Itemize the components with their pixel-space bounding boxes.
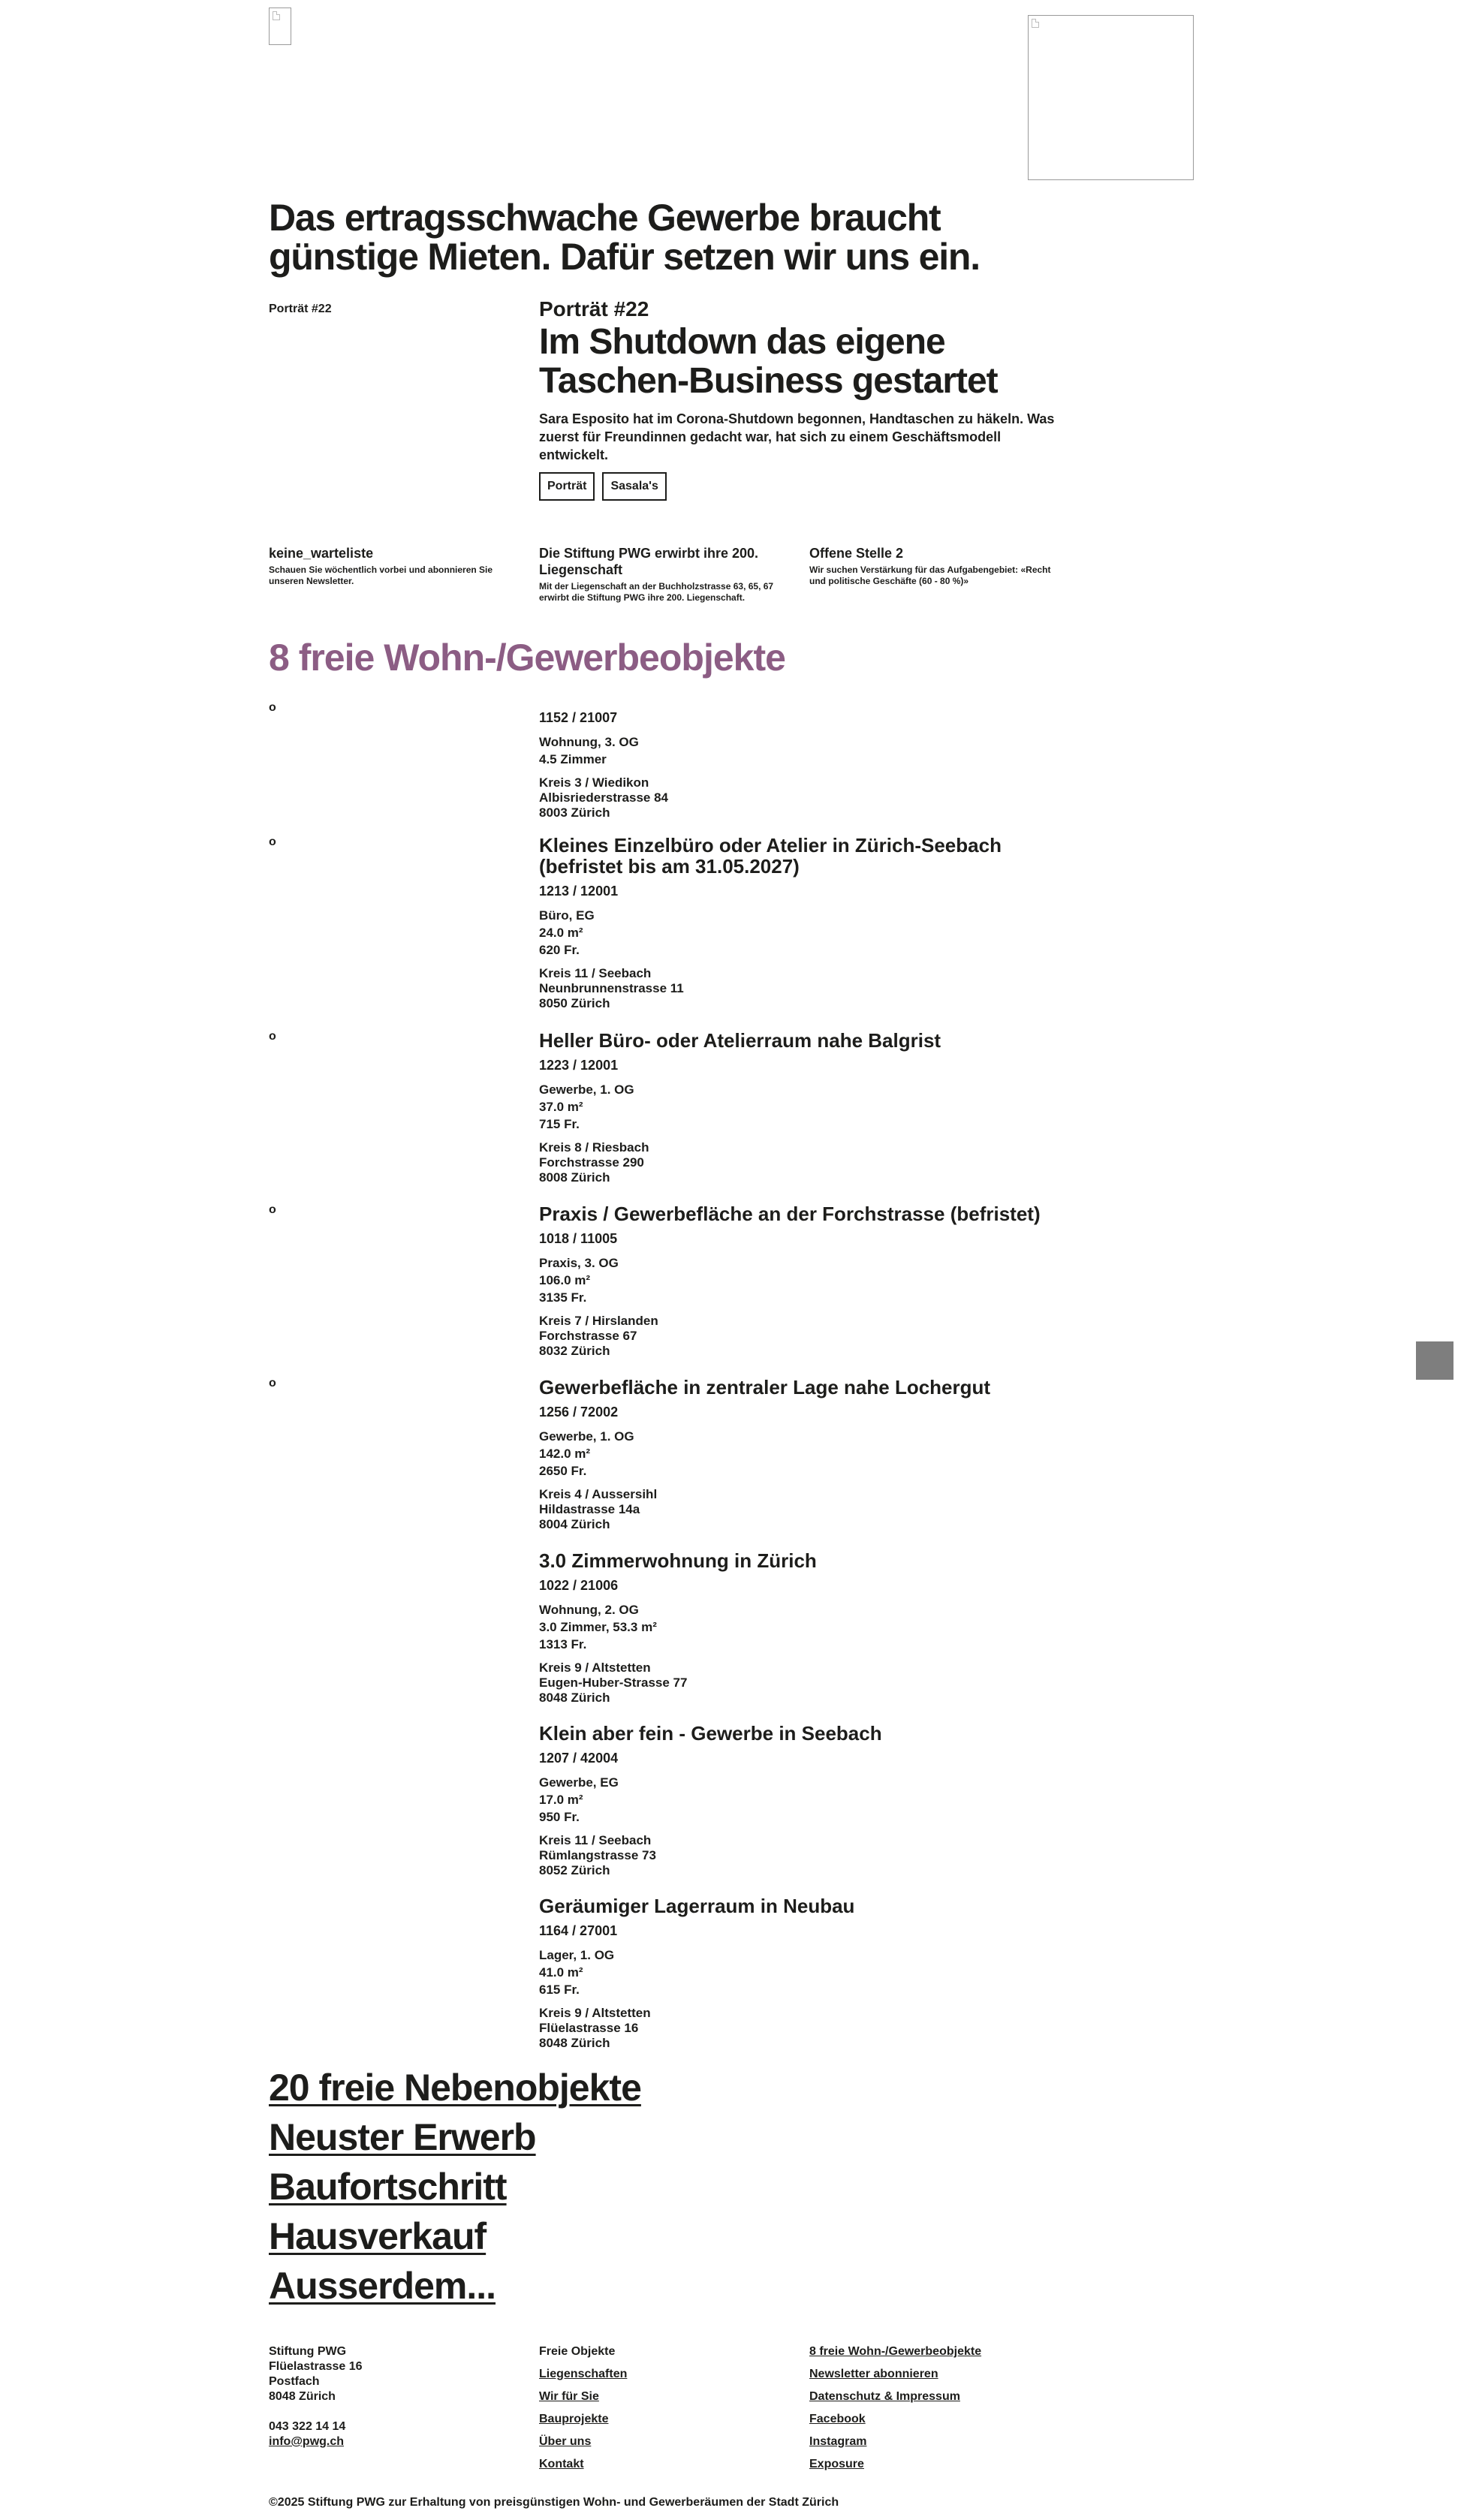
footer-nav: [539, 2341, 627, 2476]
listing-price: 620 Fr.: [539, 943, 580, 957]
listing-type: Praxis, 3. OG: [539, 1256, 619, 1270]
listing-type: Lager, 1. OG: [539, 1948, 615, 1962]
listing-size: 142.0 m²: [539, 1447, 591, 1461]
listing-title[interactable]: Heller Büro- oder Atelierraum nahe Balgrist: [539, 1029, 941, 1052]
listing-address: [539, 775, 1065, 820]
listing-ref: 1213 / 12001: [539, 884, 619, 899]
listing-ref: 1223 / 12001: [539, 1058, 619, 1073]
listing-street: Forchstrasse 290: [539, 1155, 644, 1170]
footer-link-kontakt[interactable]: Kontakt: [539, 2458, 584, 2470]
listing-street: Albisriederstrasse 84: [539, 790, 668, 805]
listing-address: [539, 1833, 1065, 1878]
listing-city: 8004 Zürich: [539, 1517, 610, 1531]
listing-details: [539, 1081, 1065, 1133]
footer-email-link[interactable]: info@pwg.ch: [269, 2435, 345, 2448]
objects-heading: 8 freie Wohn-/Gewerbeobjekte: [269, 637, 785, 679]
listing-type: Wohnung, 2. OG: [539, 1603, 639, 1617]
listing-details: [539, 1254, 1065, 1306]
footer-phone[interactable]: 043 322 14 14: [269, 2420, 346, 2433]
portrait-feature[interactable]: [539, 297, 1065, 501]
listing-district: Kreis 3 / Wiedikon: [539, 775, 649, 790]
listing-street: Flüelastrasse 16: [539, 2021, 639, 2035]
footer-link-ueber-uns[interactable]: Über uns: [539, 2435, 592, 2448]
listing-city: 8050 Zürich: [539, 996, 610, 1010]
teaser-text: Mit der Liegenschaft an der Buchholzstrasse 63, 65, 67 erwirbt die Stiftung PWG ihre 200. Liegenschaft.: [539, 581, 774, 603]
page-title: Das ertragsschwache Gewerbe braucht günstige Mieten. Dafür setzen wir uns ein.: [269, 197, 980, 278]
listing-type: Gewerbe, EG: [539, 1775, 619, 1790]
listing-price: 950 Fr.: [539, 1810, 580, 1824]
tag-sasalas[interactable]: Sasala's: [602, 472, 666, 501]
listing-size: 3.0 Zimmer, 53.3 m²: [539, 1620, 657, 1634]
portrait-title[interactable]: Im Shutdown das eigene Taschen-Business gestartet: [539, 322, 998, 401]
listing-size: 37.0 m²: [539, 1100, 583, 1114]
listing-district: Kreis 8 / Riesbach: [539, 1140, 649, 1155]
listing-price: 1313 Fr.: [539, 1637, 587, 1651]
listing-bullet: o: [269, 701, 276, 714]
listing-title[interactable]: Praxis / Gewerbefläche an der Forchstrasse (befristet): [539, 1203, 1041, 1225]
footer-links: [809, 2341, 981, 2476]
listing-district: Kreis 11 / Seebach: [539, 966, 652, 980]
link-neuster-erwerb[interactable]: Neuster Erwerb: [269, 2116, 536, 2158]
listing-size: 106.0 m²: [539, 1273, 591, 1287]
footer-link-instagram[interactable]: Instagram: [809, 2435, 867, 2448]
link-hausverkauf[interactable]: Hausverkauf: [269, 2215, 486, 2257]
listing-address: [539, 966, 1065, 1011]
footer-link-bauprojekte[interactable]: Bauprojekte: [539, 2413, 609, 2425]
teaser-offene-stelle[interactable]: [809, 545, 1065, 587]
listing-ref: 1018 / 11005: [539, 1231, 618, 1246]
listing-price: 715 Fr.: [539, 1117, 580, 1131]
listing-type: Büro, EG: [539, 908, 595, 923]
listing-bullet: o: [269, 835, 276, 848]
listing-ref: 1207 / 42004: [539, 1751, 619, 1766]
footer-address: [269, 2344, 363, 2449]
footer-link-exposure[interactable]: Exposure: [809, 2458, 864, 2470]
listing-bullet: o: [269, 1030, 276, 1043]
listing-size: 24.0 m²: [539, 926, 583, 940]
listing-street: Eugen-Huber-Strasse 77: [539, 1675, 688, 1690]
portrait-lead: Sara Esposito hat im Corona-Shutdown begonnen, Handtaschen zu häkeln. Was zuerst für Freundinnen gedacht war, hat sich zu einem Geschäftsmodell entwickelt.: [539, 411, 1055, 462]
teaser-warteliste[interactable]: [269, 545, 524, 587]
portrait-kicker: Porträt #22: [539, 297, 649, 321]
listing-city: 8008 Zürich: [539, 1170, 610, 1185]
listing-street: Hildastrasse 14a: [539, 1502, 640, 1516]
footer-postfach: Postfach: [269, 2375, 320, 2388]
listing-bullet: o: [269, 1377, 276, 1389]
listing-ref: 1164 / 27001: [539, 1923, 618, 1938]
listing-details: [539, 1601, 1065, 1653]
listing-city: 8003 Zürich: [539, 805, 610, 820]
listing-city: 8052 Zürich: [539, 1863, 610, 1877]
teaser-title[interactable]: keine_warteliste: [269, 546, 374, 561]
listing-price: 615 Fr.: [539, 1983, 580, 1997]
teaser-text: Wir suchen Verstärkung für das Aufgabengebiet: «Recht und politische Geschäfte (60 - 80 %)»: [809, 565, 1051, 586]
link-nebenobjekte[interactable]: 20 freie Nebenobjekte: [269, 2067, 641, 2109]
footer-link-datenschutz[interactable]: Datenschutz & Impressum: [809, 2390, 960, 2403]
teaser-text: Schauen Sie wöchentlich vorbei und abonnieren Sie unseren Newsletter.: [269, 565, 493, 586]
footer-link-freie-objekte[interactable]: 8 freie Wohn-/Gewerbeobjekte: [809, 2345, 982, 2358]
listing-type: Gewerbe, 1. OG: [539, 1429, 634, 1444]
logo-image-small[interactable]: [269, 8, 291, 45]
listing-city: 8048 Zürich: [539, 1691, 610, 1705]
listing-details: [539, 733, 1065, 768]
listing-address: [539, 2006, 1065, 2051]
portrait-label: Porträt #22: [269, 303, 332, 315]
tag-portraet[interactable]: Porträt: [539, 472, 595, 501]
footer-org: Stiftung PWG: [269, 2345, 347, 2358]
listing-title[interactable]: 3.0 Zimmerwohnung in Zürich: [539, 1549, 817, 1572]
listing-street: Rümlangstrasse 73: [539, 1848, 656, 1862]
listing-type: Wohnung, 3. OG: [539, 735, 639, 749]
listing-district: Kreis 9 / Altstetten: [539, 1660, 651, 1675]
listing-size: 4.5 Zimmer: [539, 752, 607, 766]
listing-title[interactable]: Kleines Einzelbüro oder Atelier in Zürich-Seebach (befristet bis am 31.05.2027): [539, 834, 1002, 878]
listing-bullet: o: [269, 1203, 276, 1216]
listing-city: 8032 Zürich: [539, 1344, 610, 1358]
teaser-title[interactable]: Offene Stelle 2: [809, 546, 904, 561]
listing-ref: 1022 / 21006: [539, 1578, 619, 1593]
listing-details: [539, 1774, 1065, 1826]
listing-district: Kreis 9 / Altstetten: [539, 2006, 651, 2020]
listing-title[interactable]: Klein aber fein - Gewerbe in Seebach: [539, 1722, 882, 1745]
footer-link-liegenschaften[interactable]: Liegenschaften: [539, 2368, 628, 2380]
broken-image-icon: [273, 11, 280, 20]
listing-address: [539, 1314, 1065, 1359]
logo-image-large[interactable]: [1028, 15, 1194, 180]
listing-street: Forchstrasse 67: [539, 1329, 637, 1343]
copyright: ©2025 Stiftung PWG zur Erhaltung von preisgünstigen Wohn- und Gewerberäumen der Stadt Zürich: [269, 2496, 839, 2509]
listing-type: Gewerbe, 1. OG: [539, 1082, 634, 1097]
listing-address: [539, 1487, 1065, 1532]
listing-address: [539, 1660, 1065, 1706]
listing-size: 41.0 m²: [539, 1965, 583, 1980]
listing-size: 17.0 m²: [539, 1793, 583, 1807]
footer-freie-objekte: Freie Objekte: [539, 2345, 616, 2358]
listing-price: 2650 Fr.: [539, 1464, 587, 1478]
listing-details: [539, 1428, 1065, 1480]
portrait-tags: [539, 472, 1065, 501]
listing-details: [539, 907, 1065, 959]
listing-district: Kreis 11 / Seebach: [539, 1833, 652, 1847]
listing-street: Neunbrunnenstrasse 11: [539, 981, 684, 995]
listing-title[interactable]: Geräumiger Lagerraum in Neubau: [539, 1895, 855, 1917]
teaser-200-liegenschaft[interactable]: [539, 545, 794, 604]
footer-link-newsletter[interactable]: Newsletter abonnieren: [809, 2368, 938, 2380]
listing-district: Kreis 4 / Aussersihl: [539, 1487, 658, 1501]
teaser-title[interactable]: Die Stiftung PWG erwirbt ihre 200. Liegenschaft: [539, 546, 759, 577]
section-links: [269, 2063, 641, 2311]
listing-details: [539, 1946, 1065, 1998]
footer-street: Flüelastrasse 16: [269, 2360, 363, 2373]
broken-image-icon: [1032, 19, 1039, 28]
listing-city: 8048 Zürich: [539, 2036, 610, 2050]
listing-address: [539, 1140, 1065, 1185]
scroll-to-top-button[interactable]: [1416, 1341, 1453, 1380]
link-ausserdem[interactable]: Ausserdem...: [269, 2265, 496, 2307]
listing-ref: 1256 / 72002: [539, 1405, 619, 1420]
listing-price: 3135 Fr.: [539, 1290, 587, 1305]
footer-link-wir-fuer-sie[interactable]: Wir für Sie: [539, 2390, 599, 2403]
footer-link-facebook[interactable]: Facebook: [809, 2413, 866, 2425]
listing-ref: 1152 / 21007: [539, 710, 618, 725]
listing-district: Kreis 7 / Hirslanden: [539, 1314, 658, 1328]
footer-city: 8048 Zürich: [269, 2390, 336, 2403]
link-baufortschritt[interactable]: Baufortschritt: [269, 2166, 507, 2208]
listing-title[interactable]: Gewerbefläche in zentraler Lage nahe Lochergut: [539, 1376, 991, 1398]
